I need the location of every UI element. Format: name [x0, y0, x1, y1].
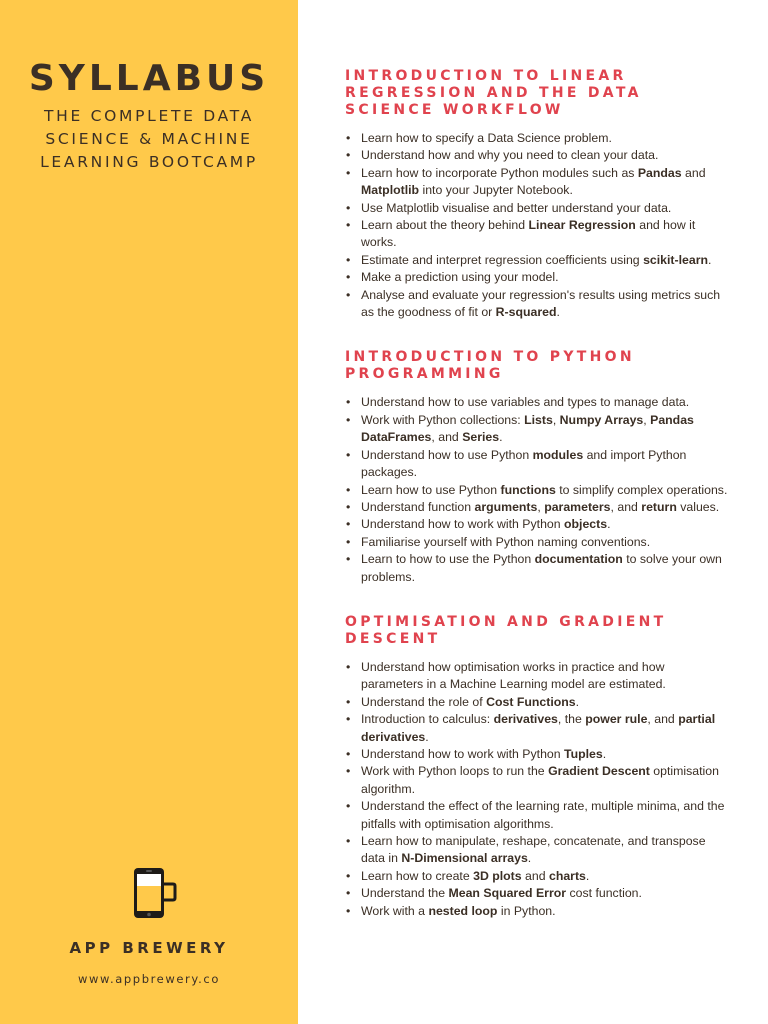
list-item — [345, 482, 730, 499]
bold-term: Series — [462, 430, 500, 445]
section-heading — [345, 349, 730, 383]
phone-beer-icon — [131, 866, 177, 920]
bold-term: Numpy Arrays — [559, 412, 644, 427]
list-item — [345, 252, 730, 269]
subtitle-line: LEARNING BOOTCAMP — [40, 153, 258, 171]
list-item — [345, 130, 730, 147]
list-item — [345, 147, 730, 164]
text-segment: into your Jupyter Notebook. — [419, 183, 573, 198]
text-segment: Analyse and evaluate your regression's results using metrics such as the goodness of fit or — [361, 287, 721, 320]
text-segment: . — [527, 851, 532, 866]
text-segment: values. — [676, 499, 720, 514]
sidebar — [0, 0, 298, 1024]
text-segment: Learn how to incorporate Python modules such as — [361, 165, 638, 180]
text-segment: , and — [647, 712, 679, 727]
list-item — [345, 798, 730, 833]
topic-list — [345, 130, 730, 321]
text-segment: Work with a — [361, 903, 429, 918]
text-segment: and import Python packages. — [361, 447, 687, 480]
list-item — [345, 165, 730, 200]
text-segment: optimisation algorithm. — [361, 764, 719, 796]
bold-term: arrays — [490, 851, 528, 866]
bold-term: R-squared — [495, 305, 557, 320]
list-item — [345, 516, 730, 533]
text-segment: , and — [431, 430, 463, 445]
section-heading-line: SCIENCE WORKFLOW — [345, 102, 564, 118]
text-segment: . — [585, 868, 590, 883]
bold-term: scikit-learn — [643, 252, 709, 267]
text-segment: Learn about the theory behind — [361, 218, 529, 233]
bold-term: Mean Squared Error — [448, 886, 567, 901]
list-item — [345, 551, 730, 586]
bold-term: Matplotlib — [361, 183, 420, 198]
section-heading-line: PROGRAMMING — [345, 366, 504, 383]
text-segment: Understand the — [361, 886, 449, 901]
list-item — [345, 534, 730, 551]
subtitle-line: SCIENCE & MACHINE — [45, 130, 253, 148]
topic-list — [345, 659, 730, 920]
list-item — [345, 287, 730, 322]
text-segment: cost function. — [566, 886, 642, 901]
syllabus-content — [345, 68, 730, 948]
text-segment: . — [708, 252, 712, 267]
bold-term: Linear Regression — [528, 218, 636, 233]
text-segment: Learn how to manipulate, reshape, concatenate, and transpose data in — [361, 834, 706, 866]
bold-term: partial derivatives — [361, 712, 716, 744]
section-heading — [345, 614, 730, 648]
bold-term: derivatives — [493, 712, 558, 727]
list-item — [345, 885, 730, 902]
list-item — [345, 763, 730, 798]
bold-term: documentation — [534, 552, 623, 567]
text-segment: Understand how to work with Python — [361, 746, 565, 761]
list-item — [345, 217, 730, 252]
bold-term: arguments — [474, 499, 538, 514]
text-segment: , — [537, 499, 545, 514]
section-heading-line: INTRODUCTION TO PYTHON — [345, 349, 635, 366]
bold-term: nested loop — [428, 903, 498, 918]
text-segment: Learn how to create — [361, 868, 474, 883]
section-heading — [345, 68, 730, 119]
text-segment: . — [425, 729, 429, 744]
text-segment: , the — [557, 712, 586, 727]
list-item — [345, 394, 730, 411]
list-item — [345, 412, 730, 447]
text-segment: , — [552, 412, 560, 427]
bold-term: N-Dimensional — [401, 851, 488, 866]
bold-term: Pandas — [637, 165, 682, 180]
text-segment: Understand the effect of the learning rate, multiple minima, and the pitfalls with optimisation algorithms. — [361, 799, 725, 831]
bold-term: charts — [548, 868, 586, 883]
bold-term: Pandas DataFrames — [361, 412, 694, 445]
text-segment: Understand how optimisation works in practice and how parameters in a Machine Learning model are estimated. — [361, 659, 666, 692]
text-segment: . — [499, 430, 503, 445]
list-item — [345, 746, 730, 763]
section-heading-line: REGRESSION AND THE DATA — [345, 85, 642, 101]
section-linear-regression — [345, 68, 730, 321]
section-optimisation — [345, 614, 730, 920]
text-segment: in Python. — [497, 903, 556, 918]
brand-name: APP BREWERY — [69, 939, 229, 957]
bold-term: return — [641, 499, 677, 514]
text-segment: . — [602, 746, 607, 761]
bold-term: Lists — [524, 412, 553, 427]
brand-url[interactable]: www.appbrewery.co — [78, 972, 220, 986]
section-heading-line: OPTIMISATION AND GRADIENT — [345, 613, 667, 630]
bold-term: parameters — [544, 499, 611, 514]
bold-term: modules — [532, 447, 584, 462]
bold-term: 3D plots — [473, 868, 522, 883]
list-item — [345, 833, 730, 868]
list-item — [345, 447, 730, 482]
text-segment: . — [556, 305, 560, 320]
text-segment: Estimate and interpret regression coefficients using — [361, 252, 644, 267]
text-segment: Understand how to work with Python — [361, 517, 565, 532]
list-item — [345, 903, 730, 920]
text-segment: Understand function — [361, 499, 475, 514]
text-segment: , and — [610, 499, 642, 514]
text-segment: and how it works. — [361, 218, 696, 250]
text-segment: Use Matplotlib visualise and better understand your data. — [361, 200, 672, 215]
topic-list — [345, 394, 730, 585]
list-item — [345, 499, 730, 516]
bold-term: Tuples — [564, 746, 603, 761]
text-segment: Understand the role of — [361, 694, 487, 709]
section-python-programming — [345, 349, 730, 585]
list-item — [345, 269, 730, 286]
text-segment: Understand how to use Python — [361, 447, 533, 462]
list-item — [345, 711, 730, 746]
page-title: SYLLABUS — [28, 58, 270, 99]
section-heading-line: INTRODUCTION TO LINEAR — [345, 68, 627, 84]
list-item — [345, 694, 730, 711]
text-segment: Understand how to use variables and types to manage data. — [361, 395, 690, 410]
bold-term: power rule — [585, 712, 648, 727]
subtitle-line: THE COMPLETE DATA — [43, 107, 255, 125]
list-item — [345, 659, 730, 694]
page-subtitle — [0, 105, 298, 174]
bold-term: functions — [500, 482, 556, 497]
text-segment: Make a prediction using your model. — [361, 270, 559, 285]
text-segment: Work with Python loops to run the — [361, 764, 549, 779]
list-item — [345, 868, 730, 885]
text-segment: . — [607, 517, 611, 532]
text-segment: , — [643, 412, 651, 427]
text-segment: to solve your own problems. — [361, 552, 722, 584]
text-segment: Understand how and why you need to clean your data. — [361, 148, 659, 163]
text-segment: Learn how to use Python — [361, 482, 501, 497]
text-segment: . — [575, 694, 580, 709]
list-item — [345, 200, 730, 217]
section-heading-line: DESCENT — [345, 630, 441, 647]
text-segment: and — [681, 165, 706, 180]
text-segment: to simplify complex operations. — [555, 482, 728, 497]
text-segment: Introduction to calculus: — [361, 712, 494, 727]
text-segment: Learn to how to use the Python — [361, 552, 535, 567]
bold-term: Gradient Descent — [548, 764, 650, 779]
text-segment: Work with Python collections: — [361, 412, 525, 427]
text-segment: Learn how to specify a Data Science problem. — [361, 131, 612, 145]
bold-term: objects — [564, 517, 608, 532]
text-segment: and — [521, 868, 549, 883]
text-segment: Familiarise yourself with Python naming conventions. — [361, 534, 651, 549]
bold-term: Cost Functions — [486, 694, 576, 709]
